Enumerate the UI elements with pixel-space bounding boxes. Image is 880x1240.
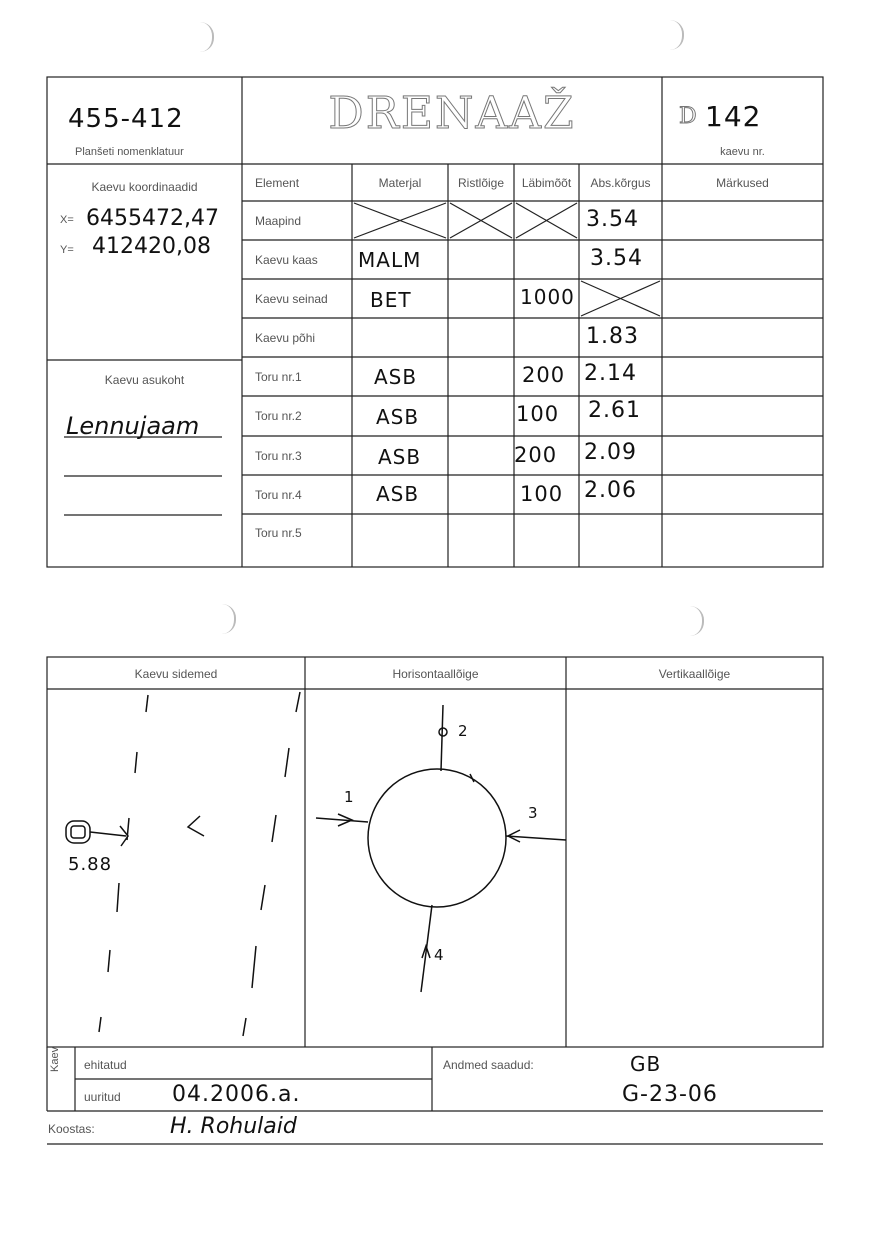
col-header-notes: Märkused xyxy=(716,176,769,190)
row-height: 2.14 xyxy=(584,361,637,386)
kaev-label: Kaev xyxy=(49,1046,61,1072)
surveyed-date: 04.2006.a. xyxy=(172,1082,301,1107)
row-element: Kaevu põhi xyxy=(255,331,316,345)
row-height: 2.06 xyxy=(584,478,637,503)
x-coordinate: 6455472,47 xyxy=(86,206,219,231)
surveyed-label: uuritud xyxy=(84,1090,121,1104)
pipe-1-label: 1 xyxy=(344,788,355,806)
compiled-label: Koostas: xyxy=(48,1122,95,1136)
y-coordinate: 412420,08 xyxy=(92,234,211,259)
col-header-height: Abs.kõrgus xyxy=(590,176,651,190)
pipe-4-label: 4 xyxy=(434,946,445,964)
table-row xyxy=(242,436,823,475)
table-body xyxy=(242,201,823,567)
row-height: 3.54 xyxy=(590,246,643,271)
row-element: Toru nr.4 xyxy=(255,488,302,502)
x-label: X= xyxy=(60,214,74,226)
row-material: ASB xyxy=(378,445,422,469)
row-element: Maapind xyxy=(255,214,302,228)
plan-label: Planšeti nomenklatuur xyxy=(75,146,184,158)
table-row xyxy=(242,514,823,567)
table-row xyxy=(242,240,823,279)
row-diameter: 200 xyxy=(514,443,558,467)
row-material: ASB xyxy=(376,405,420,429)
section-vertical: Vertikaallõige xyxy=(658,667,731,681)
row-element: Kaevu seinad xyxy=(255,292,328,306)
row-material: ASB xyxy=(374,365,418,389)
col-header-cross: Ristlõige xyxy=(457,176,505,190)
well-prefix: D xyxy=(679,104,697,129)
row-element: Toru nr.5 xyxy=(255,526,302,540)
table-row xyxy=(242,475,823,514)
row-height: 1.83 xyxy=(586,324,639,349)
data-source-value-1: GB xyxy=(630,1052,662,1076)
table-row xyxy=(242,357,823,396)
pipe-3-label: 3 xyxy=(528,804,539,822)
row-diameter: 100 xyxy=(516,402,560,426)
col-header-material: Materjal xyxy=(378,176,422,190)
plan-code: 455-412 xyxy=(68,104,184,134)
section-horizontal: Horisontaallõige xyxy=(392,667,479,681)
row-material: ASB xyxy=(376,482,420,506)
row-element: Toru nr.2 xyxy=(255,409,302,423)
table-row xyxy=(242,318,823,357)
col-header-element: Element xyxy=(255,176,300,190)
well-number: 142 xyxy=(705,100,762,133)
row-diameter: 200 xyxy=(522,363,566,387)
page-title: DRENAAŽ xyxy=(328,88,576,139)
built-label: ehitatud xyxy=(84,1058,127,1072)
section-connections: Kaevu sidemed xyxy=(134,667,218,681)
table-row xyxy=(242,201,823,240)
row-diameter: 1000 xyxy=(520,285,575,309)
data-source-value-2: G-23-06 xyxy=(622,1082,718,1107)
row-diameter: 100 xyxy=(520,482,564,506)
row-element: Toru nr.3 xyxy=(255,449,302,463)
row-height: 3.54 xyxy=(586,207,639,232)
table-row xyxy=(242,396,823,436)
data-source-label: Andmed saadud: xyxy=(443,1058,534,1072)
table-row xyxy=(242,279,823,318)
row-element: Kaevu kaas xyxy=(255,253,318,267)
pipe-2-label: 2 xyxy=(458,722,469,740)
location-value: Lennujaam xyxy=(66,412,200,440)
row-height: 2.61 xyxy=(588,398,641,423)
row-material: MALM xyxy=(358,248,422,272)
coordinates-label: Kaevu koordinaadid xyxy=(91,180,198,194)
location-label: Kaevu asukoht xyxy=(104,373,185,387)
row-height: 2.09 xyxy=(584,440,637,465)
col-header-diameter: Läbimõõt xyxy=(521,176,572,190)
row-material: BET xyxy=(370,288,412,312)
compiled-signature: H. Rohulaid xyxy=(170,1114,297,1139)
sketch-elevation: 5.88 xyxy=(68,854,113,875)
well-label: kaevu nr. xyxy=(720,146,765,158)
row-element: Toru nr.1 xyxy=(255,370,302,384)
y-label: Y= xyxy=(60,244,74,256)
